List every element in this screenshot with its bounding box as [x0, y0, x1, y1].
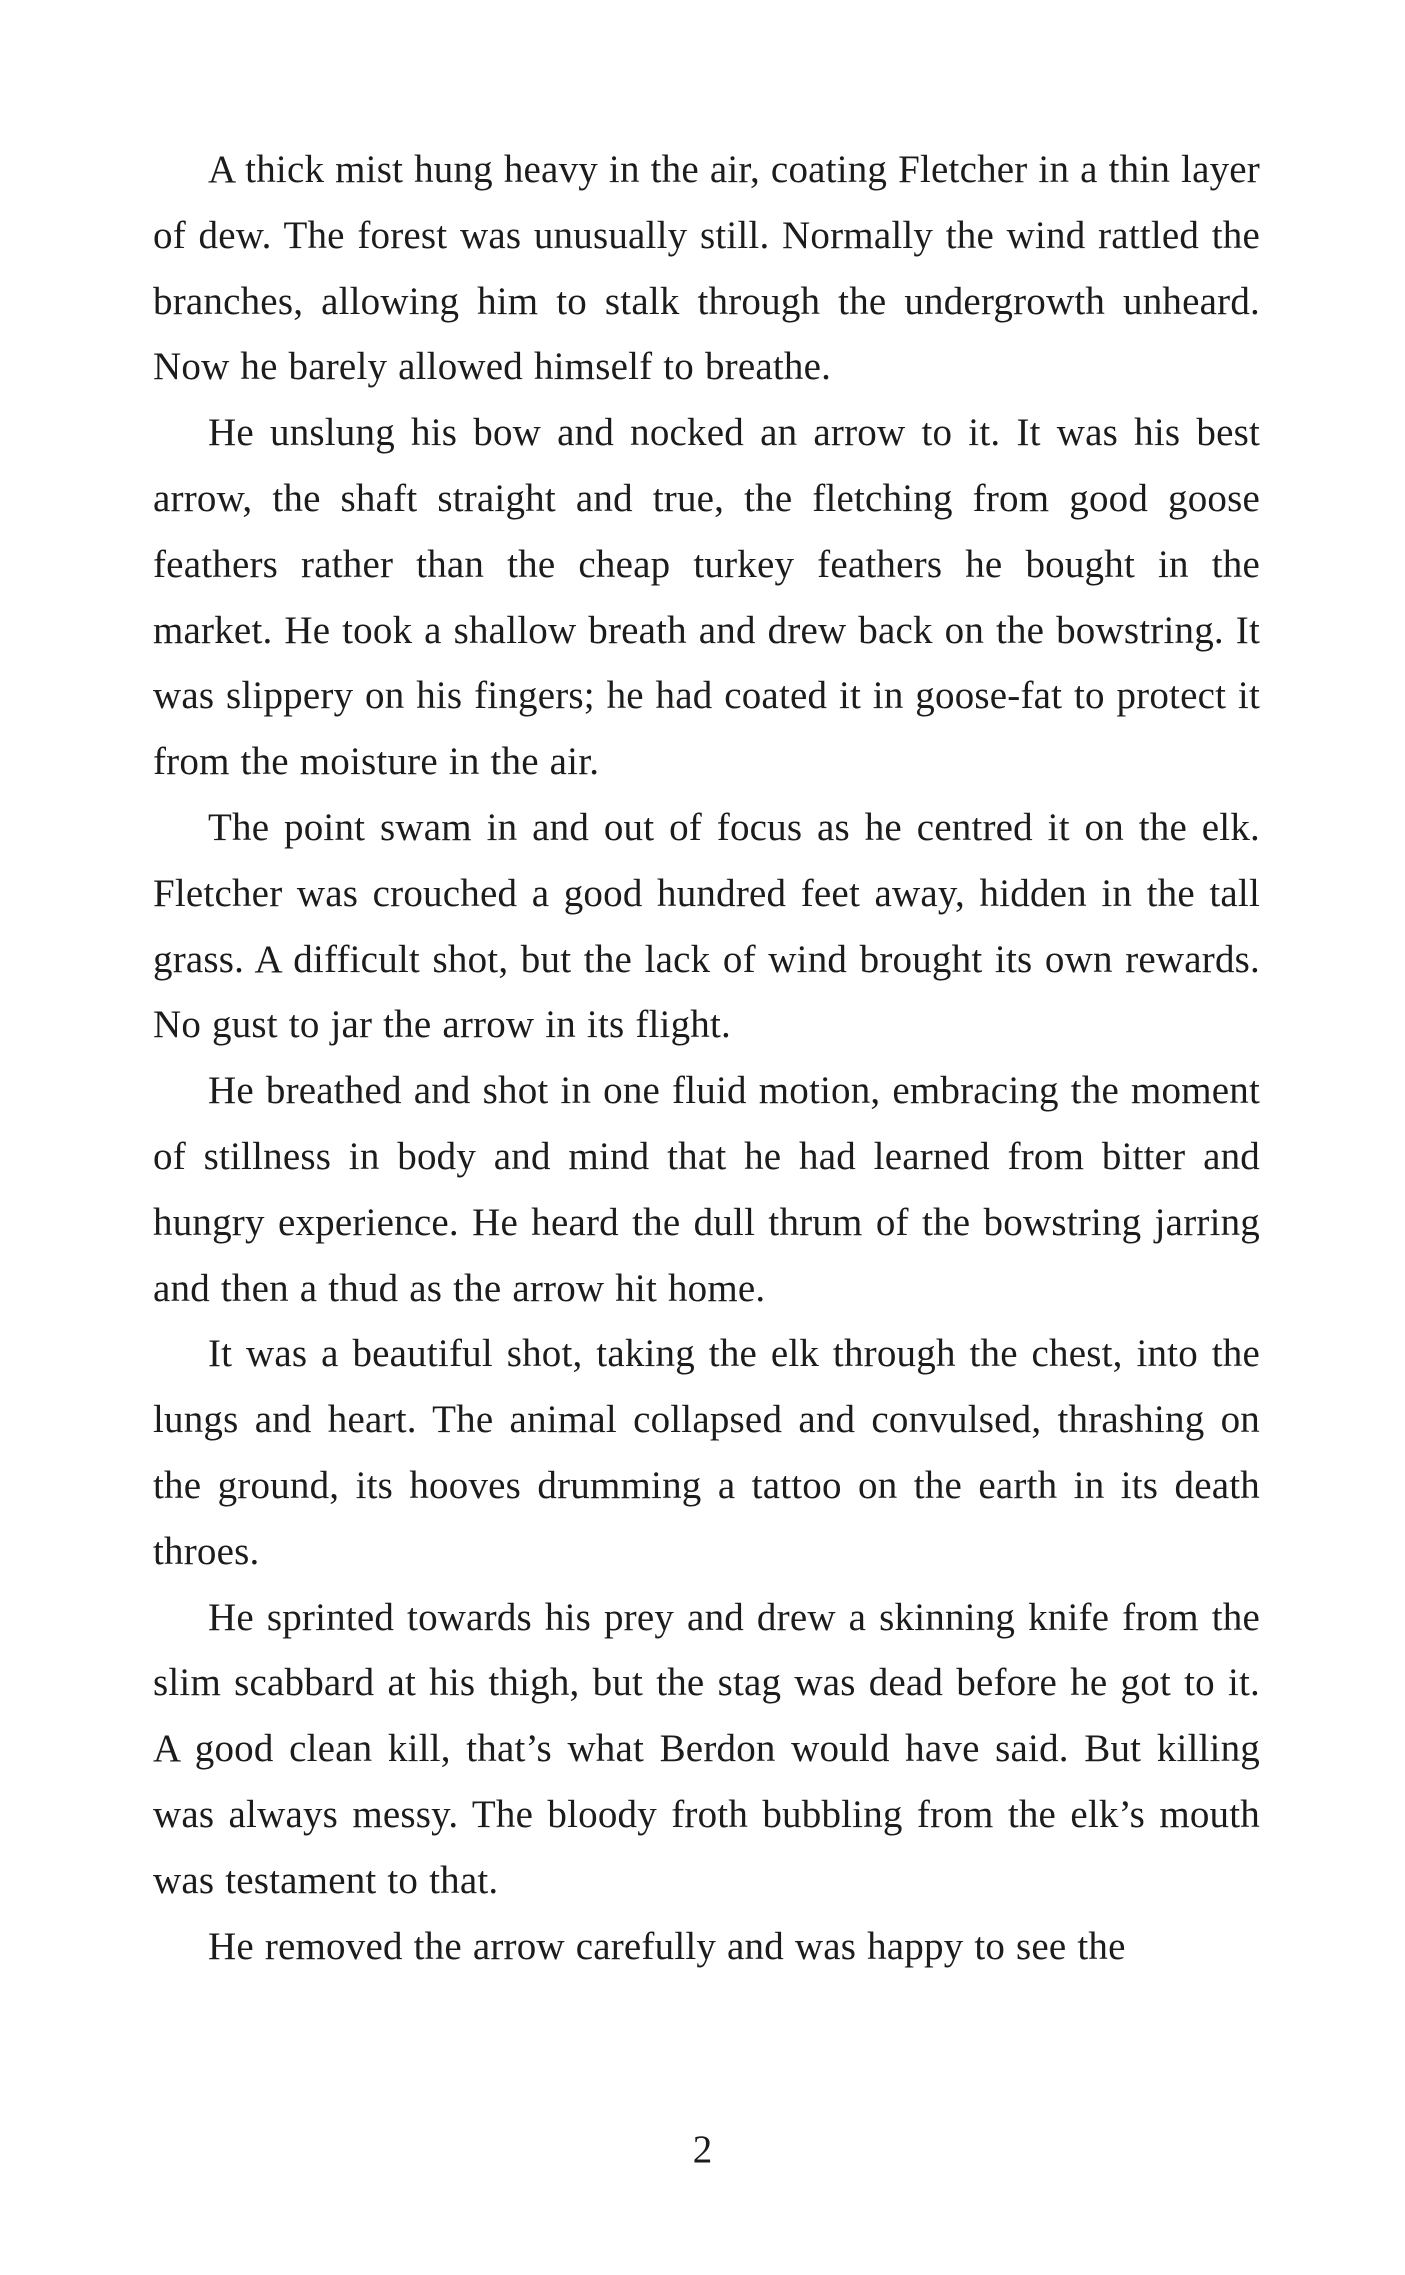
paragraph: A thick mist hung heavy in the air, coating Fletcher in a thin layer of dew. The forest was unusually still. Normally the wind rattled the branches, allowing him to stalk through the undergrowth unheard. Now he barely allowed himself to breathe. — [153, 148, 1260, 389]
paragraph: He sprinted towards his prey and drew a skinning knife from the slim scabbard at his thigh, but the stag was dead before he got to it. A good clean kill, that’s what Berdon would have said. But killing was always messy. The bloody froth bubbling from the elk’s mouth was testament to that. — [153, 1595, 1260, 1902]
paragraph: He removed the arrow carefully and was happy to see the — [208, 1924, 1126, 1968]
body-text — [153, 137, 1260, 1979]
paragraph: He unslung his bow and nocked an arrow to it. It was his best arrow, the shaft straight and true, the fletching from good goose feathers rather than the cheap turkey feathers he bought in the market. He took a shallow breath and drew back on the bowstring. It was slippery on his fingers; he had coated it in goose-fat to protect it from the moisture in the air. — [153, 411, 1260, 784]
paragraph: It was a beautiful shot, taking the elk through the chest, into the lungs and heart. The animal collapsed and convulsed, thrashing on the ground, its hooves drumming a tattoo on the earth in its death throes. — [153, 1332, 1260, 1573]
paragraph: The point swam in and out of focus as he centred it on the elk. Fletcher was crouched a good hundred feet away, hidden in the tall grass. A difficult shot, but the lack of wind brought its own rewards. No gust to jar the arrow in its flight. — [153, 805, 1260, 1047]
paragraph: He breathed and shot in one fluid motion, embracing the moment of stillness in body and mind that he had learned from bitter and hungry experience. He heard the dull thrum of the bowstring jarring and then a thud as the arrow hit home. — [153, 1069, 1260, 1310]
page-number: 2 — [692, 2128, 713, 2171]
